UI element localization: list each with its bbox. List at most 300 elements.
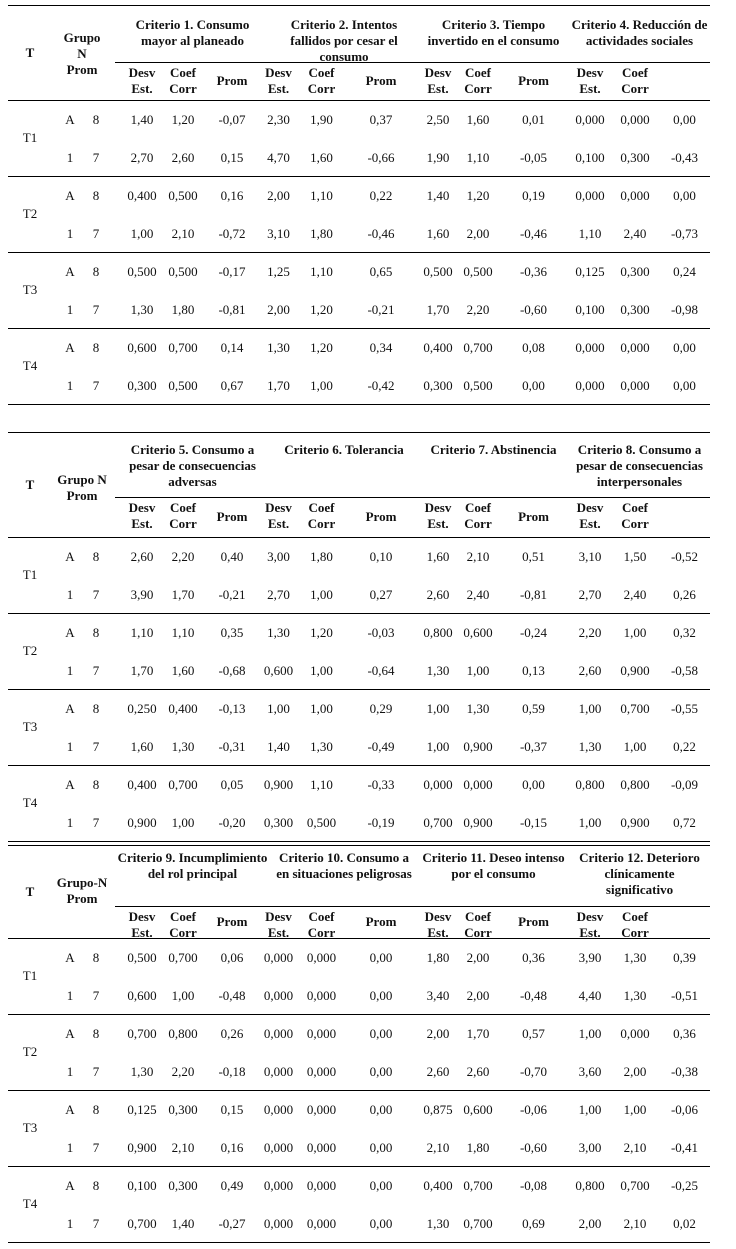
subheader-desv-est: Desv Est. bbox=[128, 65, 156, 96]
table-cell: 2,30 bbox=[267, 112, 290, 127]
table-1 bbox=[8, 5, 710, 406]
table-cell: -0,52 bbox=[670, 549, 699, 564]
group-n: 7 bbox=[92, 1216, 100, 1231]
table-cell: 1,20 bbox=[466, 188, 490, 203]
table-cell: 0,000 bbox=[306, 950, 337, 965]
table-cell: -0,42 bbox=[367, 378, 395, 393]
table-cell: 1,70 bbox=[130, 663, 154, 678]
table-cell: -0,31 bbox=[218, 739, 246, 754]
table-cell: 0,000 bbox=[263, 1026, 294, 1041]
table-cell: 0,00 bbox=[673, 112, 696, 127]
row-label-t: T4 bbox=[22, 1196, 38, 1211]
table-cell: -0,06 bbox=[519, 1102, 548, 1117]
table-cell: 0,400 bbox=[127, 777, 157, 792]
criterion-header-2: Criterio 6. Tolerancia bbox=[284, 442, 404, 457]
subheader-desv-est: Desv Est. bbox=[128, 909, 156, 940]
subheader-desv-est: Desv Est. bbox=[128, 500, 156, 531]
group-code: A bbox=[65, 1026, 75, 1041]
table-cell: -0,41 bbox=[670, 1140, 699, 1155]
table-cell: 2,60 bbox=[466, 1064, 490, 1079]
table-cell: 0,00 bbox=[673, 378, 696, 393]
table-cell: 0,000 bbox=[263, 1140, 294, 1155]
table-cell: -0,98 bbox=[670, 302, 699, 317]
table-cell: 0,000 bbox=[263, 1064, 294, 1079]
table-cell: 3,40 bbox=[426, 988, 450, 1003]
table-cell: 1,10 bbox=[310, 188, 333, 203]
table-cell: 0,000 bbox=[575, 188, 605, 203]
table-cell: 0,000 bbox=[263, 988, 294, 1003]
group-code: 1 bbox=[66, 1140, 74, 1155]
criterion-header-3: Criterio 3. Tiempo invertido en el consumo bbox=[427, 17, 560, 48]
table-cell: 1,60 bbox=[426, 549, 450, 564]
table-cell: 1,00 bbox=[578, 701, 602, 716]
table-cell: 0,36 bbox=[673, 1026, 696, 1041]
table-cell: 1,40 bbox=[426, 188, 450, 203]
table-cell: 1,00 bbox=[578, 1102, 602, 1117]
block-rule bbox=[8, 328, 710, 329]
group-n: 8 bbox=[92, 340, 100, 355]
block-rule bbox=[8, 176, 710, 177]
table-cell: 0,800 bbox=[575, 777, 605, 792]
table-cell: 1,00 bbox=[171, 988, 195, 1003]
table-cell: 0,800 bbox=[423, 625, 453, 640]
table-cell: 0,000 bbox=[263, 1102, 294, 1117]
table-cell: 0,00 bbox=[369, 988, 393, 1003]
table-cell: -0,24 bbox=[519, 625, 548, 640]
group-code: 1 bbox=[66, 378, 74, 393]
table-3 bbox=[8, 845, 710, 1244]
table-cell: 0,02 bbox=[673, 1216, 696, 1231]
row-label-t: T1 bbox=[22, 968, 38, 983]
subheader-rule bbox=[8, 100, 710, 101]
table-cell: 1,30 bbox=[623, 988, 647, 1003]
table-cell: -0,81 bbox=[218, 302, 246, 317]
table-cell: 0,49 bbox=[220, 1178, 244, 1193]
table-cell: 0,16 bbox=[220, 1140, 244, 1155]
table-cell: 0,51 bbox=[522, 549, 545, 564]
group-n: 7 bbox=[92, 150, 100, 165]
table-cell: 0,19 bbox=[522, 188, 545, 203]
table-cell: 0,000 bbox=[306, 1102, 337, 1117]
table-cell: -0,64 bbox=[367, 663, 395, 678]
table-cell: 0,125 bbox=[575, 264, 605, 279]
table-cell: 0,22 bbox=[673, 739, 696, 754]
table-cell: 0,000 bbox=[575, 112, 605, 127]
table-cell: 3,60 bbox=[578, 1064, 602, 1079]
column-header-t: T bbox=[25, 476, 35, 492]
table-cell: -0,19 bbox=[367, 815, 395, 830]
criterion-header-3: Criterio 7. Abstinencia bbox=[430, 442, 557, 457]
table-cell: -0,46 bbox=[367, 226, 395, 241]
subheader-prom: Prom bbox=[365, 509, 397, 524]
group-n: 7 bbox=[92, 988, 100, 1003]
group-n: 8 bbox=[92, 1178, 100, 1193]
subheader-prom: Prom bbox=[216, 509, 248, 524]
criterion-header-2: Criterio 2. Intentos fallidos por cesar el consumo bbox=[290, 17, 398, 64]
table-top-rule bbox=[8, 845, 710, 846]
table-cell: 1,40 bbox=[267, 739, 290, 754]
group-n: 7 bbox=[92, 378, 100, 393]
table-cell: 0,13 bbox=[522, 663, 545, 678]
table-cell: 2,20 bbox=[578, 625, 602, 640]
table-cell: 0,700 bbox=[620, 1178, 650, 1193]
table-cell: 0,500 bbox=[127, 264, 157, 279]
group-code: 1 bbox=[66, 815, 74, 830]
table-cell: 0,22 bbox=[369, 188, 393, 203]
table-cell: 0,500 bbox=[127, 950, 157, 965]
group-code: A bbox=[65, 549, 75, 564]
table-cell: -0,17 bbox=[218, 264, 246, 279]
table-cell: 0,900 bbox=[463, 815, 493, 830]
table-cell: -0,09 bbox=[670, 777, 699, 792]
table-cell: 2,60 bbox=[578, 663, 602, 678]
table-cell: 0,800 bbox=[620, 777, 650, 792]
table-cell: 0,01 bbox=[522, 112, 545, 127]
table-cell: 1,30 bbox=[171, 739, 195, 754]
table-cell: 0,00 bbox=[369, 950, 393, 965]
table-cell: -0,27 bbox=[218, 1216, 246, 1231]
table-cell: -0,18 bbox=[218, 1064, 246, 1079]
table-cell: 0,600 bbox=[127, 340, 157, 355]
subheader-rule bbox=[8, 537, 710, 538]
table-top-rule bbox=[8, 5, 710, 6]
table-bottom-rule bbox=[8, 841, 710, 842]
table-cell: 2,00 bbox=[466, 226, 490, 241]
table-cell: 0,27 bbox=[369, 587, 393, 602]
table-cell: 0,65 bbox=[369, 264, 393, 279]
table-cell: 0,57 bbox=[522, 1026, 545, 1041]
table-top-rule bbox=[8, 432, 710, 433]
table-cell: -0,15 bbox=[519, 815, 548, 830]
table-cell: 1,30 bbox=[310, 739, 333, 754]
table-cell: 0,900 bbox=[620, 815, 650, 830]
group-code: A bbox=[65, 777, 75, 792]
table-cell: -0,13 bbox=[218, 701, 246, 716]
subheader-coef-corr: Coef Corr bbox=[621, 909, 649, 940]
header-rule bbox=[115, 497, 710, 498]
subheader-coef-corr: Coef Corr bbox=[464, 500, 492, 531]
table-cell: 0,26 bbox=[220, 1026, 244, 1041]
table-cell: 0,15 bbox=[220, 1102, 244, 1117]
table-cell: 1,10 bbox=[130, 625, 154, 640]
table-cell: 0,00 bbox=[369, 1140, 393, 1155]
criterion-header-4: Criterio 4. Reducción de actividades sociales bbox=[571, 17, 708, 48]
table-cell: 0,875 bbox=[423, 1102, 453, 1117]
table-cell: 1,30 bbox=[466, 701, 490, 716]
subheader-coef-corr: Coef Corr bbox=[307, 909, 336, 940]
group-n: 8 bbox=[92, 549, 100, 564]
group-code: 1 bbox=[66, 587, 74, 602]
table-cell: 3,00 bbox=[578, 1140, 602, 1155]
table-cell: 2,40 bbox=[623, 226, 647, 241]
table-cell: 0,000 bbox=[463, 777, 493, 792]
group-code: A bbox=[65, 1178, 75, 1193]
table-cell: 0,700 bbox=[127, 1216, 157, 1231]
table-cell: 0,600 bbox=[463, 1102, 493, 1117]
table-cell: 4,70 bbox=[267, 150, 290, 165]
table-cell: 2,10 bbox=[171, 226, 195, 241]
group-n: 7 bbox=[92, 815, 100, 830]
table-cell: 1,70 bbox=[171, 587, 195, 602]
subheader-coef-corr: Coef Corr bbox=[169, 500, 197, 531]
group-n: 7 bbox=[92, 302, 100, 317]
table-cell: 0,300 bbox=[127, 378, 157, 393]
table-cell: 2,10 bbox=[466, 549, 490, 564]
table-cell: -0,48 bbox=[519, 988, 548, 1003]
table-cell: 2,70 bbox=[578, 587, 602, 602]
table-cell: 1,00 bbox=[310, 701, 333, 716]
table-cell: 0,900 bbox=[127, 1140, 157, 1155]
table-cell: 2,60 bbox=[426, 1064, 450, 1079]
table-cell: 2,60 bbox=[426, 587, 450, 602]
block-rule bbox=[8, 1014, 710, 1015]
table-cell: 1,10 bbox=[310, 264, 333, 279]
table-cell: 0,000 bbox=[306, 1178, 337, 1193]
table-cell: 1,90 bbox=[426, 150, 450, 165]
row-label-t: T2 bbox=[22, 1044, 38, 1059]
block-rule bbox=[8, 689, 710, 690]
table-cell: 1,20 bbox=[310, 302, 333, 317]
subheader-coef-corr: Coef Corr bbox=[169, 65, 197, 96]
table-cell: 1,10 bbox=[466, 150, 490, 165]
table-cell: 0,00 bbox=[673, 188, 696, 203]
table-cell: 0,300 bbox=[620, 150, 650, 165]
table-cell: 0,700 bbox=[463, 1178, 493, 1193]
table-cell: -0,20 bbox=[218, 815, 246, 830]
criterion-header-4: Criterio 8. Consumo a pesar de consecuencias interpersonales bbox=[576, 442, 703, 489]
row-label-t: T3 bbox=[22, 1120, 38, 1135]
table-cell: 0,600 bbox=[463, 625, 493, 640]
table-cell: 1,00 bbox=[267, 701, 290, 716]
row-label-t: T1 bbox=[22, 130, 38, 145]
group-n: 8 bbox=[92, 625, 100, 640]
table-cell: 1,60 bbox=[130, 739, 154, 754]
criterion-header-2: Criterio 10. Consumo a en situaciones peligrosas bbox=[276, 850, 412, 881]
subheader-coef-corr: Coef Corr bbox=[307, 65, 336, 96]
table-cell: 0,10 bbox=[369, 549, 393, 564]
table-bottom-rule bbox=[8, 404, 710, 405]
block-rule bbox=[8, 252, 710, 253]
table-cell: 0,15 bbox=[220, 150, 244, 165]
table-cell: 1,00 bbox=[623, 1102, 647, 1117]
table-cell: 2,00 bbox=[466, 950, 490, 965]
table-cell: 0,05 bbox=[220, 777, 244, 792]
criterion-header-3: Criterio 11. Deseo intenso por el consumo bbox=[422, 850, 565, 881]
group-n: 8 bbox=[92, 777, 100, 792]
table-cell: 1,30 bbox=[426, 663, 450, 678]
subheader-desv-est: Desv Est. bbox=[265, 909, 292, 940]
table-cell: 1,80 bbox=[466, 1140, 490, 1155]
table-cell: 0,35 bbox=[220, 625, 244, 640]
table-cell: 0,000 bbox=[263, 1178, 294, 1193]
subheader-prom: Prom bbox=[365, 914, 397, 929]
table-cell: 1,20 bbox=[171, 112, 195, 127]
table-cell: 0,29 bbox=[369, 701, 393, 716]
table-cell: 0,700 bbox=[423, 815, 453, 830]
criterion-header-4: Criterio 12. Deterioro clínicamente significativo bbox=[579, 850, 700, 897]
table-cell: -0,25 bbox=[670, 1178, 699, 1193]
table-cell: 0,125 bbox=[127, 1102, 157, 1117]
table-cell: 2,00 bbox=[267, 188, 290, 203]
group-code: 1 bbox=[66, 988, 74, 1003]
table-cell: 0,500 bbox=[168, 378, 198, 393]
table-cell: 1,30 bbox=[267, 625, 290, 640]
table-cell: 3,90 bbox=[130, 587, 154, 602]
subheader-desv-est: Desv Est. bbox=[424, 909, 452, 940]
table-cell: 0,000 bbox=[306, 1064, 337, 1079]
table-cell: 0,000 bbox=[263, 1216, 294, 1231]
table-cell: 0,900 bbox=[620, 663, 650, 678]
table-cell: 0,69 bbox=[522, 1216, 545, 1231]
table-cell: 1,30 bbox=[130, 1064, 154, 1079]
table-cell: 1,80 bbox=[310, 226, 333, 241]
table-cell: 0,24 bbox=[673, 264, 696, 279]
subheader-coef-corr: Coef Corr bbox=[464, 65, 492, 96]
table-cell: 1,00 bbox=[310, 663, 333, 678]
group-n: 8 bbox=[92, 950, 100, 965]
block-rule bbox=[8, 1090, 710, 1091]
group-n: 8 bbox=[92, 1026, 100, 1041]
table-cell: 1,00 bbox=[578, 815, 602, 830]
table-cell: 0,100 bbox=[575, 302, 605, 317]
table-cell: 0,000 bbox=[306, 1026, 337, 1041]
table-cell: -0,05 bbox=[519, 150, 548, 165]
table-cell: 0,000 bbox=[306, 1140, 337, 1155]
table-cell: 0,26 bbox=[673, 587, 696, 602]
table-cell: 4,40 bbox=[578, 988, 602, 1003]
table-cell: 2,40 bbox=[466, 587, 490, 602]
table-cell: 2,10 bbox=[623, 1140, 647, 1155]
row-label-t: T2 bbox=[22, 643, 38, 658]
group-code: 1 bbox=[66, 150, 74, 165]
table-cell: 0,900 bbox=[127, 815, 157, 830]
criterion-header-1: Criterio 5. Consumo a pesar de consecuencias adversas bbox=[129, 442, 256, 489]
table-cell: 1,30 bbox=[426, 1216, 450, 1231]
table-cell: 2,50 bbox=[426, 112, 450, 127]
group-code: 1 bbox=[66, 226, 74, 241]
table-cell: 0,000 bbox=[620, 188, 650, 203]
table-cell: 0,500 bbox=[463, 264, 493, 279]
group-code: A bbox=[65, 950, 75, 965]
subheader-desv-est: Desv Est. bbox=[265, 500, 292, 531]
table-cell: 1,60 bbox=[466, 112, 490, 127]
table-cell: 0,300 bbox=[168, 1102, 198, 1117]
subheader-desv-est: Desv Est. bbox=[265, 65, 292, 96]
table-cell: 2,40 bbox=[623, 587, 647, 602]
table-cell: 0,000 bbox=[306, 988, 337, 1003]
row-label-t: T3 bbox=[22, 282, 38, 297]
table-cell: 0,300 bbox=[620, 302, 650, 317]
table-cell: 3,10 bbox=[578, 549, 602, 564]
table-cell: 2,10 bbox=[623, 1216, 647, 1231]
table-cell: 2,00 bbox=[466, 988, 490, 1003]
table-cell: 3,00 bbox=[267, 549, 290, 564]
subheader-coef-corr: Coef Corr bbox=[621, 500, 649, 531]
table-cell: 2,00 bbox=[426, 1026, 450, 1041]
table-cell: 0,100 bbox=[575, 150, 605, 165]
table-cell: -0,51 bbox=[670, 988, 699, 1003]
table-cell: 0,700 bbox=[463, 1216, 493, 1231]
table-2 bbox=[8, 432, 710, 843]
table-cell: 1,40 bbox=[171, 1216, 195, 1231]
table-cell: 1,80 bbox=[171, 302, 195, 317]
table-cell: 0,32 bbox=[673, 625, 696, 640]
group-n: 7 bbox=[92, 1064, 100, 1079]
table-cell: -0,55 bbox=[670, 701, 699, 716]
table-cell: 0,400 bbox=[423, 340, 453, 355]
subheader-prom: Prom bbox=[216, 73, 248, 88]
table-cell: 1,00 bbox=[623, 739, 647, 754]
table-cell: 2,70 bbox=[267, 587, 290, 602]
group-n: 7 bbox=[92, 739, 100, 754]
table-cell: 0,00 bbox=[369, 1102, 393, 1117]
table-cell: 1,10 bbox=[171, 625, 195, 640]
table-cell: 1,80 bbox=[426, 950, 450, 965]
group-n: 8 bbox=[92, 1102, 100, 1117]
table-cell: 1,30 bbox=[267, 340, 290, 355]
row-label-t: T1 bbox=[22, 567, 38, 582]
table-cell: 2,00 bbox=[267, 302, 290, 317]
table-cell: -0,21 bbox=[218, 587, 246, 602]
table-cell: 0,000 bbox=[620, 340, 650, 355]
table-cell: 2,60 bbox=[171, 150, 195, 165]
table-cell: 0,06 bbox=[220, 950, 244, 965]
table-bottom-rule bbox=[8, 1242, 710, 1243]
table-cell: 0,250 bbox=[127, 701, 157, 716]
table-cell: 0,37 bbox=[369, 112, 393, 127]
row-label-t: T3 bbox=[22, 719, 38, 734]
group-code: A bbox=[65, 188, 75, 203]
table-cell: -0,46 bbox=[519, 226, 548, 241]
table-cell: 0,700 bbox=[463, 340, 493, 355]
table-cell: -0,43 bbox=[670, 150, 699, 165]
criterion-header-1: Criterio 1. Consumo mayor al planeado bbox=[135, 17, 250, 48]
table-cell: 0,000 bbox=[620, 112, 650, 127]
table-cell: 0,300 bbox=[423, 378, 453, 393]
table-cell: -0,60 bbox=[519, 1140, 548, 1155]
group-code: A bbox=[65, 701, 75, 716]
table-cell: 1,70 bbox=[267, 378, 290, 393]
block-rule bbox=[8, 765, 710, 766]
group-code: 1 bbox=[66, 302, 74, 317]
table-cell: -0,33 bbox=[367, 777, 395, 792]
block-rule bbox=[8, 1166, 710, 1167]
table-cell: 0,67 bbox=[220, 378, 244, 393]
group-code: 1 bbox=[66, 1216, 74, 1231]
table-cell: 0,40 bbox=[220, 549, 244, 564]
table-cell: 0,500 bbox=[168, 264, 198, 279]
table-cell: 1,00 bbox=[310, 587, 333, 602]
table-cell: 0,72 bbox=[673, 815, 696, 830]
table-cell: -0,66 bbox=[367, 150, 395, 165]
table-cell: -0,21 bbox=[367, 302, 395, 317]
table-cell: 1,20 bbox=[310, 625, 333, 640]
table-cell: -0,70 bbox=[519, 1064, 548, 1079]
table-cell: 1,60 bbox=[426, 226, 450, 241]
criterion-header-1: Criterio 9. Incumplimiento del rol principal bbox=[117, 850, 268, 881]
table-cell: 0,000 bbox=[306, 1216, 337, 1231]
table-cell: 0,700 bbox=[168, 950, 198, 965]
table-cell: -0,08 bbox=[519, 1178, 548, 1193]
group-n: 8 bbox=[92, 701, 100, 716]
table-cell: 1,10 bbox=[578, 226, 602, 241]
group-code: 1 bbox=[66, 739, 74, 754]
table-cell: 0,59 bbox=[522, 701, 545, 716]
table-cell: 2,10 bbox=[171, 1140, 195, 1155]
table-cell: -0,72 bbox=[218, 226, 246, 241]
table-cell: 2,00 bbox=[623, 1064, 647, 1079]
table-cell: 1,40 bbox=[130, 112, 154, 127]
